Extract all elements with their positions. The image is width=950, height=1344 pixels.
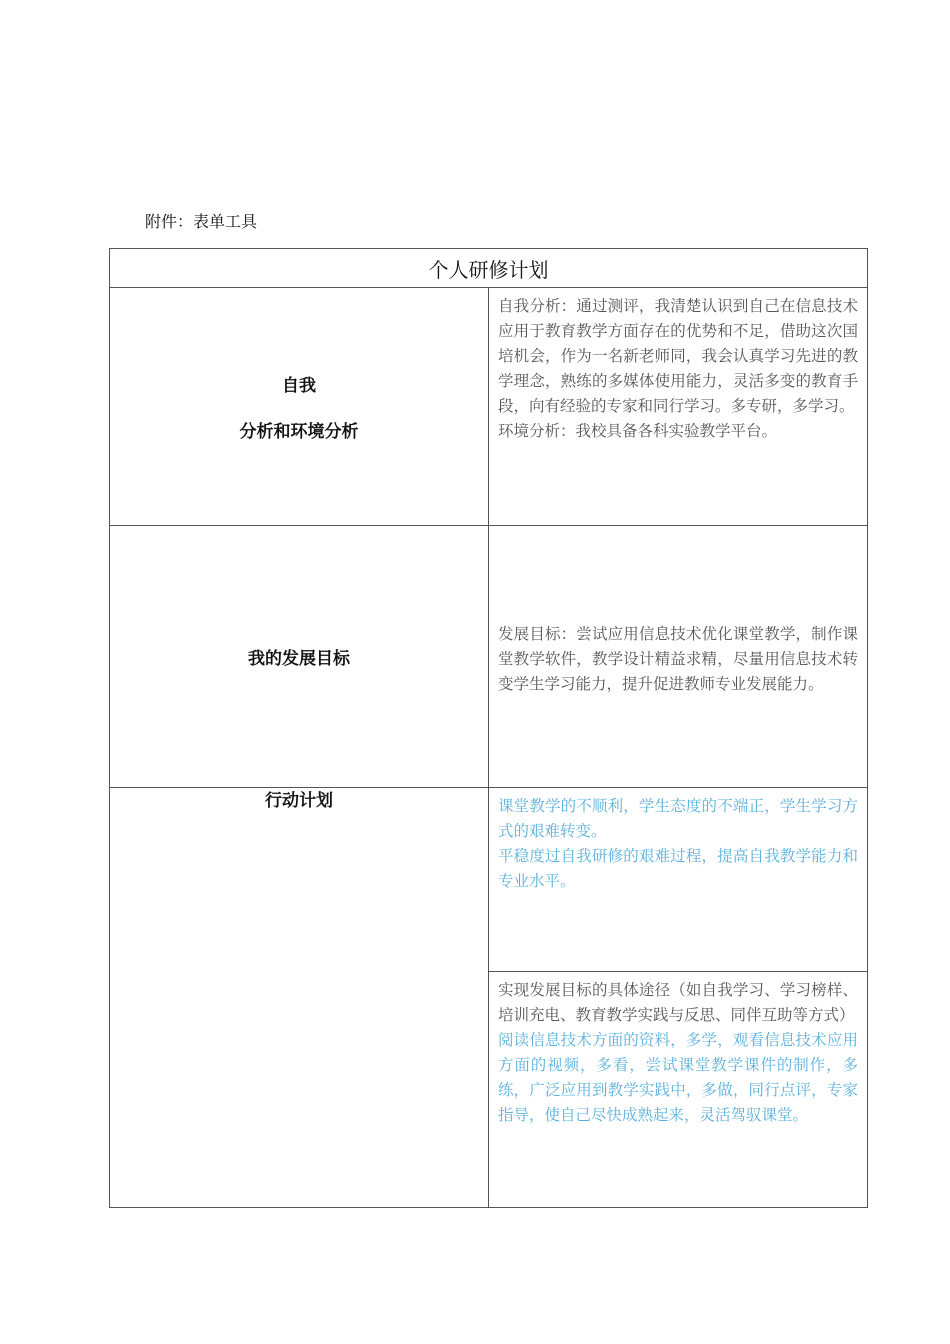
goal-row <box>110 526 868 788</box>
analysis-label-cell <box>110 288 489 526</box>
action-plan-label: 行动计划 <box>265 791 333 811</box>
form-title: 个人研修计划 <box>110 249 868 288</box>
attachment-label: 附件：表单工具 <box>145 212 258 231</box>
environment-analysis-text: 环境分析：我校具备各科实验教学平台。 <box>498 422 778 440</box>
goal-content-cell <box>489 526 868 788</box>
approach-prompt-text: 实现发展目标的具体途径（如自我学习、学习榜样、培训充电、教育教学实践与反思、同伴互助等方式） <box>498 981 858 1024</box>
action-difficulty-row <box>110 788 868 972</box>
analysis-row <box>110 288 868 526</box>
analysis-label-line1: 自我 <box>282 376 316 396</box>
approach-content-cell <box>489 972 868 1208</box>
title-row <box>110 249 868 288</box>
difficulty-line-1: 课堂教学的不顺利，学生态度的不端正，学生学习方式的艰难转变。 <box>498 797 858 840</box>
action-plan-label-cell <box>110 788 489 1208</box>
analysis-content-cell <box>489 288 868 526</box>
analysis-label-line2: 分析和环境分析 <box>239 422 359 442</box>
goal-label: 我的发展目标 <box>110 526 489 788</box>
development-goal-text: 发展目标：尝试应用信息技术优化课堂教学，制作课堂教学软件，教学设计精益求精，尽量用信息技术转变学生学习能力，提升促进教师专业发展能力。 <box>498 625 858 693</box>
difficulty-content-cell <box>489 788 868 972</box>
difficulty-line-2: 平稳度过自我研修的艰难过程，提高自我教学能力和专业水平。 <box>498 847 858 890</box>
research-plan-form <box>109 248 868 1208</box>
approach-answer-text: 阅读信息技术方面的资料，多学，观看信息技术应用方面的视频，多看，尝试课堂教学课件的制作，多练，广泛应用到教学实践中，多做，同行点评，专家指导，使自己尽快成熟起来，灵活驾驭课堂。 <box>498 1031 858 1124</box>
self-analysis-text: 自我分析：通过测评，我清楚认识到自己在信息技术应用于教育教学方面存在的优势和不足，借助这次国培机会，作为一名新老师同，我会认真学习先进的教学理念，熟练的多媒体使用能力，灵活多变的教育手段，向有经验的专家和同行学习。多专研，多学习。 <box>498 297 858 415</box>
